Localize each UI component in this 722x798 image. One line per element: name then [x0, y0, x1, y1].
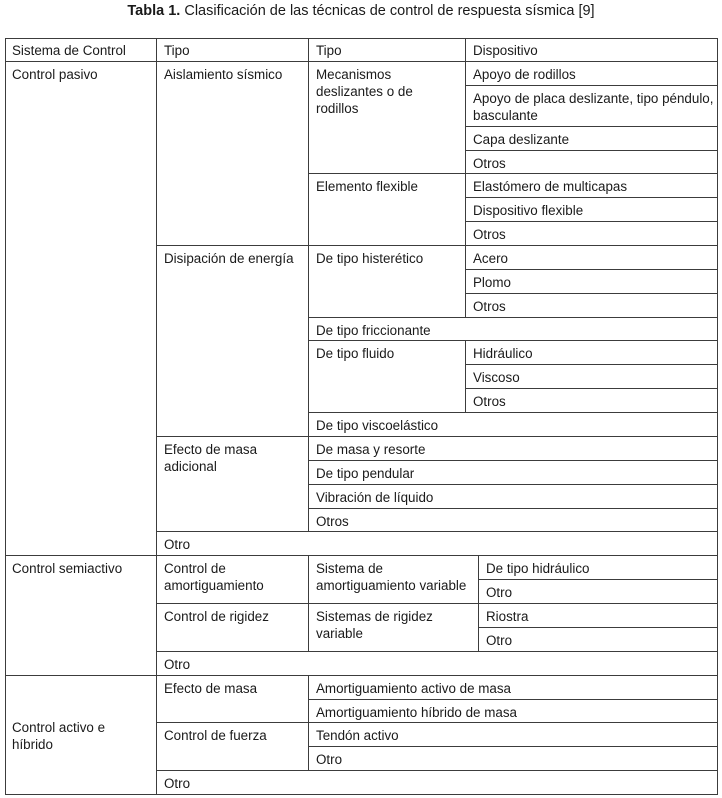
dispositivo-otros: Otros — [473, 394, 506, 409]
header-dispositivo: Dispositivo — [473, 43, 538, 58]
subtipo-histeretico: De tipo histerético — [316, 251, 424, 266]
tipo-efecto-masa: Efecto de masa — [164, 681, 258, 696]
tipo-efecto-masa-adicional: Efecto de masa adicional — [164, 442, 258, 474]
subtipo-amortiguamiento-activo: Amortiguamiento activo de masa — [316, 681, 512, 696]
header-tipo-2: Tipo — [316, 43, 342, 58]
sistema-control-activo-hibrido: Control activo e híbrido — [12, 720, 106, 752]
table-rule — [466, 85, 718, 86]
table-rule — [157, 770, 718, 771]
table-rule — [157, 722, 718, 723]
dispositivo-otros: Otros — [473, 227, 506, 242]
table-rule — [308, 555, 309, 652]
subtipo-amortiguamiento-hibrido: Amortiguamiento híbrido de masa — [316, 705, 517, 720]
subtipo-otro: Otro — [316, 752, 343, 767]
tipo-otro: Otro — [164, 657, 191, 672]
dispositivo-viscoso: Viscoso — [473, 370, 520, 385]
subtipo-viscoelastico: De tipo viscoelástico — [316, 418, 439, 433]
tipo-otro: Otro — [164, 776, 191, 791]
table-rule — [5, 675, 718, 676]
dispositivo-riostra: Riostra — [486, 609, 529, 624]
sistema-control-semiactivo: Control semiactivo — [12, 561, 123, 576]
tipo-otro: Otro — [164, 537, 191, 552]
tipo-aislamiento-sismico: Aislamiento sísmico — [164, 67, 283, 82]
table-rule — [309, 412, 718, 413]
table-rule — [157, 651, 718, 652]
table-rule — [309, 340, 718, 341]
subtipo-fluido: De tipo fluido — [316, 346, 395, 361]
table-rule — [157, 603, 718, 604]
table-rule — [479, 579, 718, 580]
subtipo-masa-resorte: De masa y resorte — [316, 442, 426, 457]
tipo-disipacion-energia: Disipación de energía — [164, 251, 294, 266]
tipo-control-fuerza: Control de fuerza — [164, 728, 267, 743]
table-rule — [5, 794, 718, 795]
table-rule — [5, 38, 718, 39]
table-rule — [309, 317, 718, 318]
table-rule — [466, 388, 718, 389]
subtipo-tendon-activo: Tendón activo — [316, 728, 399, 743]
tipo-control-amortiguamiento: Control de amortiguamiento — [164, 561, 264, 593]
table-rule — [466, 364, 718, 365]
dispositivo-elastomero: Elastómero de multicapas — [473, 179, 628, 194]
table-rule — [465, 38, 466, 318]
dispositivo-apoyo-rodillos: Apoyo de rodillos — [473, 67, 576, 82]
table-rule — [156, 38, 157, 795]
table-rule — [157, 531, 718, 532]
dispositivo-otro: Otro — [486, 633, 513, 648]
dispositivo-acero: Acero — [473, 251, 508, 266]
sistema-control-pasivo: Control pasivo — [12, 67, 98, 82]
table-rule — [466, 150, 718, 151]
table-rule — [478, 555, 479, 652]
table-rule — [309, 699, 718, 700]
dispositivo-otros: Otros — [473, 299, 506, 314]
subtipo-rigidez-variable: Sistemas de rigidez variable — [316, 609, 433, 641]
dispositivo-plomo: Plomo — [473, 275, 511, 290]
table-rule — [157, 245, 718, 246]
subtipo-friccionante: De tipo friccionante — [316, 323, 431, 338]
table-rule — [309, 746, 718, 747]
subtipo-otros: Otros — [316, 514, 349, 529]
subtipo-amortiguamiento-variable: Sistema de amortiguamiento variable — [316, 561, 467, 593]
dispositivo-otro: Otro — [486, 585, 513, 600]
table-rule — [5, 61, 718, 62]
table-rule — [309, 484, 718, 485]
table-rule — [466, 197, 718, 198]
table-rule — [465, 340, 466, 413]
table-rule — [309, 173, 718, 174]
subtipo-mecanismos: Mecanismos deslizantes o de rodillos — [316, 67, 413, 116]
table-rule — [466, 221, 718, 222]
table-rule — [309, 460, 718, 461]
dispositivo-capa-deslizante: Capa deslizante — [473, 132, 570, 147]
table-rule — [717, 38, 718, 795]
table-rule — [479, 627, 718, 628]
dispositivo-apoyo-placa: Apoyo de placa deslizante, tipo péndulo, basculante — [473, 91, 714, 123]
subtipo-vibracion-liquido: Vibración de líquido — [316, 490, 434, 505]
table-rule — [5, 38, 6, 795]
table-rule — [466, 126, 718, 127]
dispositivo-tipo-hidraulico: De tipo hidráulico — [486, 561, 590, 576]
dispositivo-hidraulico: Hidráulico — [473, 346, 533, 361]
caption-label: Tabla 1. — [127, 3, 181, 19]
header-tipo-1: Tipo — [164, 43, 190, 58]
header-sistema: Sistema de Control — [12, 43, 126, 58]
caption-text: Clasificación de las técnicas de control de respuesta sísmica [9] — [184, 3, 595, 19]
tipo-control-rigidez: Control de rigidez — [164, 609, 269, 624]
subtipo-elemento-flexible: Elemento flexible — [316, 179, 418, 194]
table-rule — [308, 38, 309, 532]
table-rule — [157, 436, 718, 437]
table-rule — [5, 555, 718, 556]
dispositivo-flexible: Dispositivo flexible — [473, 203, 584, 218]
table-rule — [466, 269, 718, 270]
table-rule — [308, 675, 309, 771]
subtipo-pendular: De tipo pendular — [316, 466, 415, 481]
table-rule — [309, 508, 718, 509]
dispositivo-otros: Otros — [473, 156, 506, 171]
table-rule — [466, 293, 718, 294]
